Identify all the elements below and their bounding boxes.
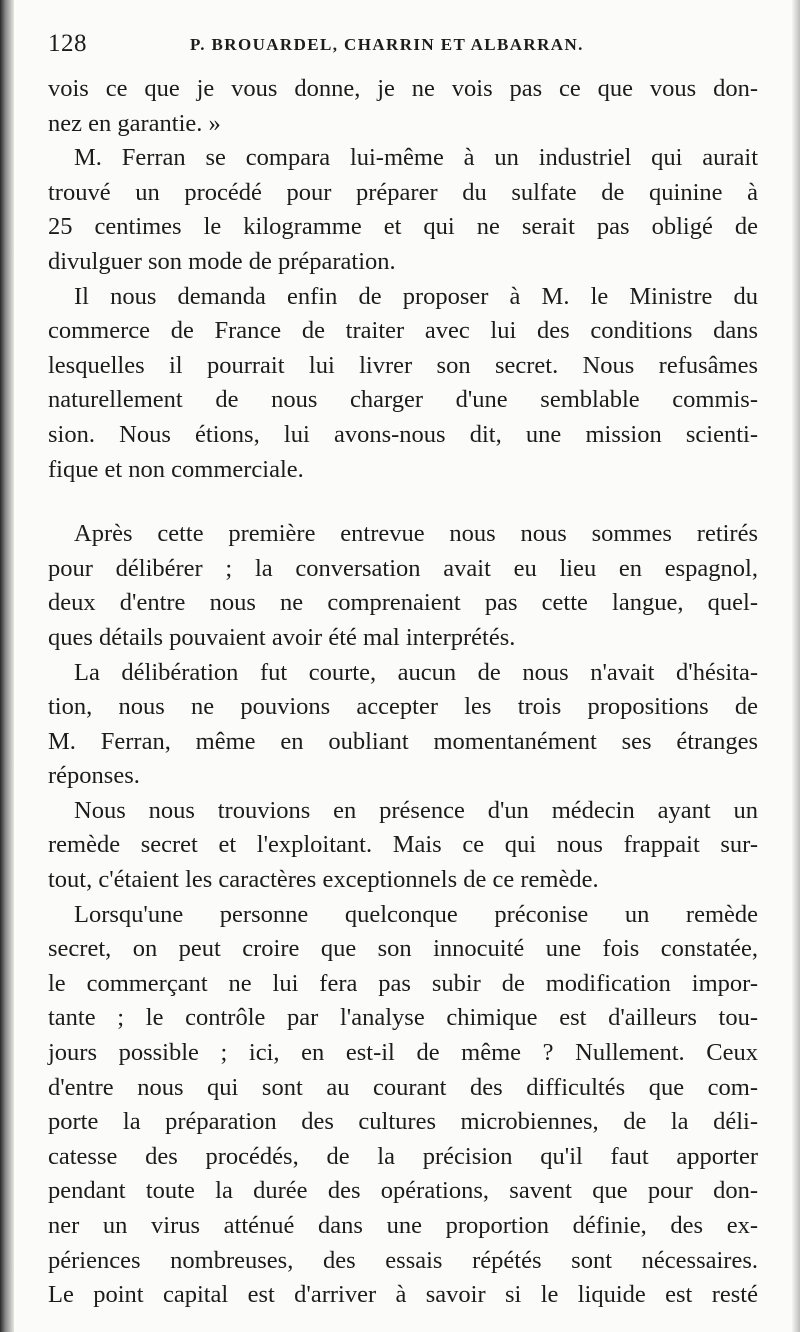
text-line: jours possible ; ici, en est-il de même ? Nullement. Ceux	[48, 1039, 758, 1067]
text-line: Il nous demanda enfin de proposer à M. le Ministre du	[74, 282, 758, 310]
text-line: ner un virus atténué dans une proportion définie, des ex-	[48, 1212, 758, 1239]
text-line: La délibération fut courte, aucun de nous n'avait d'hésita-	[74, 658, 758, 686]
text-line: tante ; le contrôle par l'analyse chimique est d'ailleurs tou-	[48, 1004, 758, 1032]
text-line: deux d'entre nous ne comprenaient pas cette langue, quel-	[48, 589, 758, 617]
text-line: tion, nous ne pouvions accepter les trois propositions de	[48, 693, 758, 721]
text-line: Nous nous trouvions en présence d'un médecin ayant un	[74, 796, 758, 824]
text-line: pendant toute la durée des opérations, savent que pour don-	[48, 1177, 758, 1205]
text-line: réponses.	[48, 762, 140, 790]
text-line: Le point capital est d'arriver à savoir si le liquide est resté	[48, 1281, 758, 1309]
text-line: Lorsqu'une personne quelconque préconise un remède	[74, 900, 758, 928]
text-line: M. Ferran, même en oubliant momentanément ses étranges	[48, 727, 758, 755]
text-line: 25 centimes le kilogramme et qui ne serait pas obligé de	[48, 213, 758, 241]
text-line: nez en garantie. »	[48, 109, 221, 137]
text-line: vois ce que je vous donne, je ne vois pas ce que vous don-	[48, 75, 758, 102]
text-line: tout, c'étaient les caractères exceptionnels de ce remède.	[48, 866, 599, 894]
text-line: Après cette première entrevue nous nous sommes retirés	[74, 520, 758, 548]
text-line: divulguer son mode de préparation.	[48, 247, 396, 275]
page-number: 128	[48, 30, 87, 57]
running-head: P. BROUARDEL, CHARRIN ET ALBARRAN.	[190, 35, 584, 54]
text-line: trouvé un procédé pour préparer du sulfate de quinine à	[48, 178, 758, 206]
page-header	[48, 30, 748, 66]
text-line: remède secret et l'exploitant. Mais ce qui nous frappait sur-	[48, 831, 758, 859]
text-line: lesquelles il pourrait lui livrer son secret. Nous refusâmes	[48, 351, 758, 379]
section-gap	[48, 487, 758, 517]
text-line: sion. Nous étions, lui avons-nous dit, une mission scienti-	[48, 420, 758, 448]
text-line: M. Ferran se compara lui-même à un industriel qui aurait	[74, 144, 758, 172]
body-text	[48, 72, 758, 1313]
text-line: commerce de France de traiter avec lui des conditions dans	[48, 317, 758, 345]
text-line: périences nombreuses, des essais répétés sont nécessaires.	[48, 1246, 758, 1274]
text-line: d'entre nous qui sont au courant des difficultés que com-	[48, 1073, 758, 1101]
text-line: le commerçant ne lui fera pas subir de modification impor-	[48, 969, 758, 997]
text-line: porte la préparation des cultures microbiennes, de la déli-	[48, 1108, 758, 1136]
text-line: secret, on peut croire que son innocuité une fois constatée,	[48, 935, 758, 963]
text-line: catesse des procédés, de la précision qu'il faut apporter	[48, 1142, 758, 1170]
text-line: ques détails pouvaient avoir été mal interprétés.	[48, 623, 516, 651]
text-line: fique et non commerciale.	[48, 455, 304, 483]
page-edge-shadow	[792, 0, 800, 1332]
binding-shadow	[0, 0, 14, 1332]
text-line: naturellement de nous charger d'une semblable commis-	[48, 386, 758, 414]
text-line: pour délibérer ; la conversation avait eu lieu en espagnol,	[48, 554, 758, 582]
